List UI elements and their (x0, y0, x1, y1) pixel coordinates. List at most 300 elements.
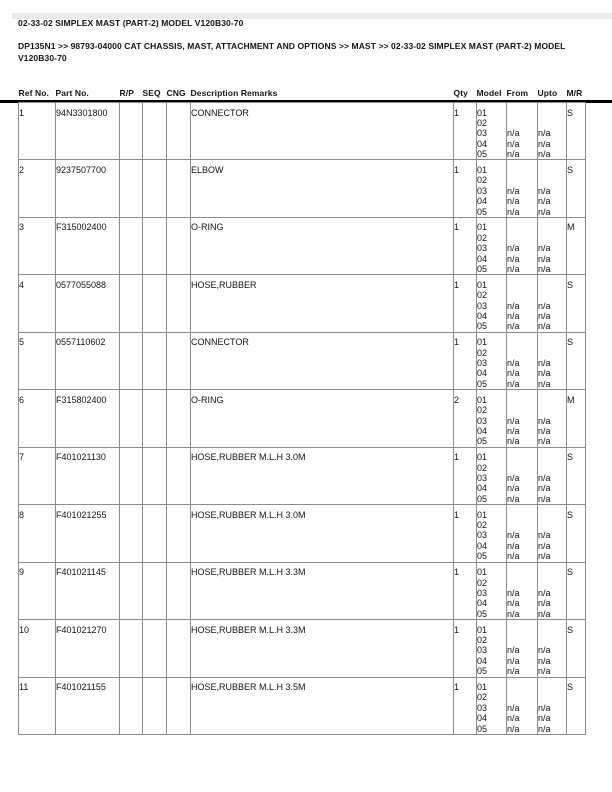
upto-line: n/a (538, 608, 551, 619)
seq-cell (143, 677, 167, 734)
description-cell: HOSE,RUBBER M.L.H 3.0M (191, 447, 454, 504)
upto-cell (538, 275, 567, 332)
ref-no-cell: 4 (19, 275, 56, 332)
upto-line: n/a (538, 713, 551, 724)
upto-line: n/a (538, 311, 551, 322)
model-line: 03 (477, 473, 488, 483)
rp-cell (120, 390, 143, 447)
cng-cell (167, 275, 191, 332)
model-line: 05 (477, 666, 488, 677)
model-line: 01 (477, 624, 488, 635)
rp-cell (120, 160, 143, 217)
from-cell (507, 447, 538, 504)
rp-cell (120, 103, 143, 160)
upto-line (538, 682, 565, 692)
from-line: n/a (507, 436, 520, 447)
model-line: 05 (477, 608, 488, 619)
upto-line (538, 692, 565, 702)
rp-cell (120, 505, 143, 562)
mr-cell: S (567, 620, 586, 677)
ref-no-cell: 7 (19, 447, 56, 504)
model-line: 05 (477, 263, 488, 274)
qty-cell: 1 (454, 332, 477, 389)
ref-no-cell: 6 (19, 390, 56, 447)
col-header-model: Model (476, 88, 502, 98)
qty-cell: 1 (454, 217, 477, 274)
upto-line: n/a (538, 493, 551, 504)
part-no-cell: F401021155 (56, 677, 120, 734)
cng-cell (167, 103, 191, 160)
mr-cell: S (567, 103, 586, 160)
upto-line (538, 337, 565, 347)
qty-cell: 2 (454, 390, 477, 447)
qty-cell: 1 (454, 562, 477, 619)
table-row (19, 447, 586, 504)
description-cell: HOSE,RUBBER M.L.H 3.5M (191, 677, 454, 734)
mr-cell: M (567, 390, 586, 447)
from-cell (507, 103, 538, 160)
table-row (19, 505, 586, 562)
ref-no-cell: 8 (19, 505, 56, 562)
model-line: 04 (477, 713, 488, 724)
upto-cell (538, 332, 567, 389)
from-cell (507, 275, 538, 332)
model-line: 01 (477, 682, 488, 693)
from-line (507, 510, 536, 520)
from-line: n/a (507, 138, 520, 149)
ref-no-cell: 5 (19, 332, 56, 389)
part-no-cell: F315802400 (56, 390, 120, 447)
from-line: n/a (507, 473, 520, 483)
from-line (507, 348, 536, 358)
description-cell: ELBOW (191, 160, 454, 217)
col-header-ref-no: Ref No. (18, 88, 49, 98)
upto-line (538, 567, 565, 577)
from-line (507, 175, 536, 185)
col-header-rp: R/P (119, 88, 134, 98)
cng-cell (167, 160, 191, 217)
upto-line: n/a (538, 473, 551, 483)
cng-cell (167, 620, 191, 677)
upto-line: n/a (538, 196, 551, 207)
seq-cell (143, 390, 167, 447)
from-cell (507, 160, 538, 217)
upto-line: n/a (538, 645, 551, 656)
from-cell (507, 332, 538, 389)
upto-line: n/a (538, 530, 551, 541)
from-line: n/a (507, 493, 520, 504)
part-no-cell: 9237507700 (56, 160, 120, 217)
mr-cell: S (567, 160, 586, 217)
model-line: 03 (477, 645, 488, 656)
rp-cell (120, 217, 143, 274)
upto-line (538, 280, 565, 290)
seq-cell (143, 160, 167, 217)
upto-line: n/a (538, 587, 551, 598)
model-line: 04 (477, 196, 488, 207)
from-cell (507, 677, 538, 734)
upto-cell (538, 447, 567, 504)
mr-cell: S (567, 332, 586, 389)
upto-line: n/a (538, 368, 551, 379)
from-line: n/a (507, 358, 520, 369)
description-cell: CONNECTOR (191, 103, 454, 160)
from-line: n/a (507, 666, 520, 677)
rp-cell (120, 562, 143, 619)
model-line: 03 (477, 243, 488, 254)
from-line: n/a (507, 530, 520, 541)
model-line: 01 (477, 222, 488, 233)
from-line: n/a (507, 608, 520, 619)
model-line: 02 (477, 520, 488, 531)
ref-no-cell: 11 (19, 677, 56, 734)
from-line (507, 165, 536, 175)
part-no-cell: F315002400 (56, 217, 120, 274)
upto-line: n/a (538, 425, 551, 436)
part-no-cell: 0557110602 (56, 332, 120, 389)
model-line: 03 (477, 300, 488, 311)
upto-line (538, 625, 565, 635)
from-line (507, 452, 536, 462)
from-line: n/a (507, 645, 520, 656)
from-line: n/a (507, 253, 520, 264)
description-cell: HOSE,RUBBER M.L.H 3.0M (191, 505, 454, 562)
qty-cell: 1 (454, 447, 477, 504)
upto-line: n/a (538, 206, 551, 217)
model-line: 05 (477, 378, 488, 389)
upto-cell (538, 620, 567, 677)
seq-cell (143, 332, 167, 389)
rp-cell (120, 275, 143, 332)
mr-cell: S (567, 275, 586, 332)
breadcrumb (18, 41, 593, 64)
model-line: 04 (477, 483, 488, 494)
mr-cell: S (567, 562, 586, 619)
from-line: n/a (507, 311, 520, 322)
from-line: n/a (507, 598, 520, 609)
description-cell: HOSE,RUBBER M.L.H 3.3M (191, 620, 454, 677)
from-line: n/a (507, 368, 520, 379)
from-line (507, 290, 536, 300)
model-cell (477, 275, 507, 332)
model-line: 02 (477, 347, 488, 358)
breadcrumb-line-1: DP135N1 >> 98793-04000 CAT CHASSIS, MAST, ATTACHMENT AND OPTIONS >> MAST >> 02-33-02 SIMPLEX MAST (PART-2) MODEL (18, 41, 566, 51)
model-line: 01 (477, 509, 488, 520)
upto-line (538, 233, 565, 243)
upto-line: n/a (538, 540, 551, 551)
from-line: n/a (507, 128, 520, 139)
qty-cell: 1 (454, 677, 477, 734)
table-row (19, 275, 586, 332)
model-cell (477, 332, 507, 389)
cng-cell (167, 505, 191, 562)
from-line: n/a (507, 655, 520, 666)
from-line (507, 625, 536, 635)
upto-line: n/a (538, 253, 551, 264)
from-line: n/a (507, 587, 520, 598)
table-row (19, 562, 586, 619)
from-line: n/a (507, 185, 520, 196)
col-header-part-no: Part No. (55, 88, 89, 98)
col-header-upto: Upto (537, 88, 558, 98)
cng-cell (167, 217, 191, 274)
seq-cell (143, 505, 167, 562)
from-line: n/a (507, 551, 520, 562)
from-line (507, 635, 536, 645)
description-cell: HOSE,RUBBER (191, 275, 454, 332)
model-cell (477, 677, 507, 734)
ref-no-cell: 1 (19, 103, 56, 160)
cng-cell (167, 447, 191, 504)
upto-line: n/a (538, 138, 551, 149)
from-line (507, 233, 536, 243)
qty-cell: 1 (454, 505, 477, 562)
cng-cell (167, 562, 191, 619)
cng-cell (167, 677, 191, 734)
from-line: n/a (507, 263, 520, 274)
ref-no-cell: 9 (19, 562, 56, 619)
upto-cell (538, 505, 567, 562)
from-line: n/a (507, 723, 520, 734)
table-header-row (19, 86, 586, 103)
model-line: 02 (477, 577, 488, 588)
model-line: 04 (477, 540, 488, 551)
upto-line (538, 395, 565, 405)
model-line: 05 (477, 436, 488, 447)
model-cell (477, 505, 507, 562)
model-cell (477, 160, 507, 217)
from-line: n/a (507, 300, 520, 311)
col-header-seq: SEQ (142, 88, 161, 98)
cng-cell (167, 332, 191, 389)
model-line: 04 (477, 655, 488, 666)
col-header-qty: Qty (453, 88, 468, 98)
col-header-mr: M/R (566, 88, 583, 98)
upto-line (538, 175, 565, 185)
model-line: 02 (477, 462, 488, 473)
upto-line (538, 108, 565, 118)
upto-cell (538, 562, 567, 619)
from-line (507, 222, 536, 232)
upto-line: n/a (538, 551, 551, 562)
model-line: 05 (477, 321, 488, 332)
model-cell (477, 447, 507, 504)
model-line: 01 (477, 452, 488, 463)
model-line: 02 (477, 405, 488, 416)
from-cell (507, 505, 538, 562)
upto-line: n/a (538, 415, 551, 426)
model-line: 04 (477, 138, 488, 149)
upto-line (538, 578, 565, 588)
upto-line: n/a (538, 300, 551, 311)
from-line: n/a (507, 378, 520, 389)
rp-cell (120, 332, 143, 389)
upto-line (538, 348, 565, 358)
upto-line (538, 635, 565, 645)
table-row (19, 332, 586, 389)
from-line: n/a (507, 483, 520, 494)
upto-line: n/a (538, 185, 551, 196)
upto-line (538, 510, 565, 520)
model-line: 05 (477, 149, 488, 160)
model-line: 03 (477, 587, 488, 598)
upto-line: n/a (538, 149, 551, 160)
part-no-cell: 0577055088 (56, 275, 120, 332)
description-cell: CONNECTOR (191, 332, 454, 389)
from-cell (507, 562, 538, 619)
from-line (507, 682, 536, 692)
model-line: 02 (477, 290, 488, 301)
part-no-cell: F401021255 (56, 505, 120, 562)
from-line (507, 692, 536, 702)
upto-line: n/a (538, 483, 551, 494)
model-line: 02 (477, 634, 488, 645)
from-line: n/a (507, 149, 520, 160)
table-row (19, 217, 586, 274)
model-line: 04 (477, 311, 488, 322)
qty-cell: 1 (454, 275, 477, 332)
model-line: 03 (477, 358, 488, 369)
breadcrumb-line-2: V120B30-70 (18, 52, 67, 63)
upto-line (538, 405, 565, 415)
page-title: 02-33-02 SIMPLEX MAST (PART-2) MODEL V120B30-70 (18, 18, 244, 28)
upto-cell (538, 217, 567, 274)
model-line: 05 (477, 551, 488, 562)
from-line: n/a (507, 540, 520, 551)
model-line: 04 (477, 368, 488, 379)
upto-line: n/a (538, 378, 551, 389)
model-line: 01 (477, 164, 488, 175)
from-line: n/a (507, 713, 520, 724)
upto-cell (538, 103, 567, 160)
col-header-description: Description Remarks (190, 88, 278, 98)
upto-line (538, 520, 565, 530)
from-line (507, 337, 536, 347)
ref-no-cell: 2 (19, 160, 56, 217)
model-line: 01 (477, 394, 488, 405)
model-line: 03 (477, 530, 488, 541)
upto-line: n/a (538, 128, 551, 139)
mr-cell: M (567, 217, 586, 274)
cng-cell (167, 390, 191, 447)
model-cell (477, 390, 507, 447)
from-line: n/a (507, 425, 520, 436)
from-line: n/a (507, 321, 520, 332)
part-no-cell: F401021145 (56, 562, 120, 619)
table-row (19, 677, 586, 734)
from-line (507, 108, 536, 118)
part-no-cell: 94N3301800 (56, 103, 120, 160)
table-row (19, 103, 586, 160)
from-cell (507, 390, 538, 447)
model-line: 03 (477, 185, 488, 196)
description-cell: O-RING (191, 217, 454, 274)
upto-line: n/a (538, 723, 551, 734)
from-line (507, 520, 536, 530)
seq-cell (143, 447, 167, 504)
model-line: 05 (477, 723, 488, 734)
part-no-cell: F401021130 (56, 447, 120, 504)
upto-line (538, 452, 565, 462)
upto-line: n/a (538, 321, 551, 332)
model-line: 04 (477, 253, 488, 264)
mr-cell: S (567, 677, 586, 734)
model-line: 05 (477, 493, 488, 504)
from-cell (507, 620, 538, 677)
ref-no-cell: 10 (19, 620, 56, 677)
table-row (19, 160, 586, 217)
mr-cell: S (567, 505, 586, 562)
from-line (507, 280, 536, 290)
model-line: 02 (477, 175, 488, 186)
upto-cell (538, 677, 567, 734)
seq-cell (143, 217, 167, 274)
model-cell (477, 620, 507, 677)
upto-line: n/a (538, 263, 551, 274)
from-line (507, 118, 536, 128)
seq-cell (143, 275, 167, 332)
upto-line (538, 118, 565, 128)
upto-line: n/a (538, 243, 551, 254)
upto-line: n/a (538, 598, 551, 609)
qty-cell: 1 (454, 160, 477, 217)
from-line (507, 405, 536, 415)
from-line (507, 578, 536, 588)
table-row (19, 390, 586, 447)
rp-cell (120, 447, 143, 504)
upto-line (538, 463, 565, 473)
seq-cell (143, 103, 167, 160)
upto-line (538, 222, 565, 232)
model-line: 03 (477, 128, 488, 139)
qty-cell: 1 (454, 620, 477, 677)
mr-cell: S (567, 447, 586, 504)
from-line (507, 395, 536, 405)
seq-cell (143, 562, 167, 619)
upto-line (538, 165, 565, 175)
from-line: n/a (507, 206, 520, 217)
model-line: 01 (477, 279, 488, 290)
model-line: 04 (477, 598, 488, 609)
upto-line: n/a (538, 666, 551, 677)
upto-line: n/a (538, 436, 551, 447)
model-cell (477, 562, 507, 619)
table-row (19, 620, 586, 677)
upto-line: n/a (538, 655, 551, 666)
model-line: 03 (477, 702, 488, 713)
from-line (507, 463, 536, 473)
description-cell: HOSE,RUBBER M.L.H 3.3M (191, 562, 454, 619)
model-line: 02 (477, 232, 488, 243)
from-cell (507, 217, 538, 274)
upto-line (538, 290, 565, 300)
model-line: 02 (477, 692, 488, 703)
model-line: 01 (477, 567, 488, 578)
from-line: n/a (507, 243, 520, 254)
rp-cell (120, 677, 143, 734)
upto-line: n/a (538, 702, 551, 713)
model-line: 04 (477, 425, 488, 436)
from-line: n/a (507, 415, 520, 426)
col-header-from: From (506, 88, 529, 98)
model-cell (477, 103, 507, 160)
model-line: 02 (477, 117, 488, 128)
parts-table (18, 86, 586, 735)
model-cell (477, 217, 507, 274)
part-no-cell: F401021270 (56, 620, 120, 677)
rp-cell (120, 620, 143, 677)
model-line: 01 (477, 107, 488, 118)
